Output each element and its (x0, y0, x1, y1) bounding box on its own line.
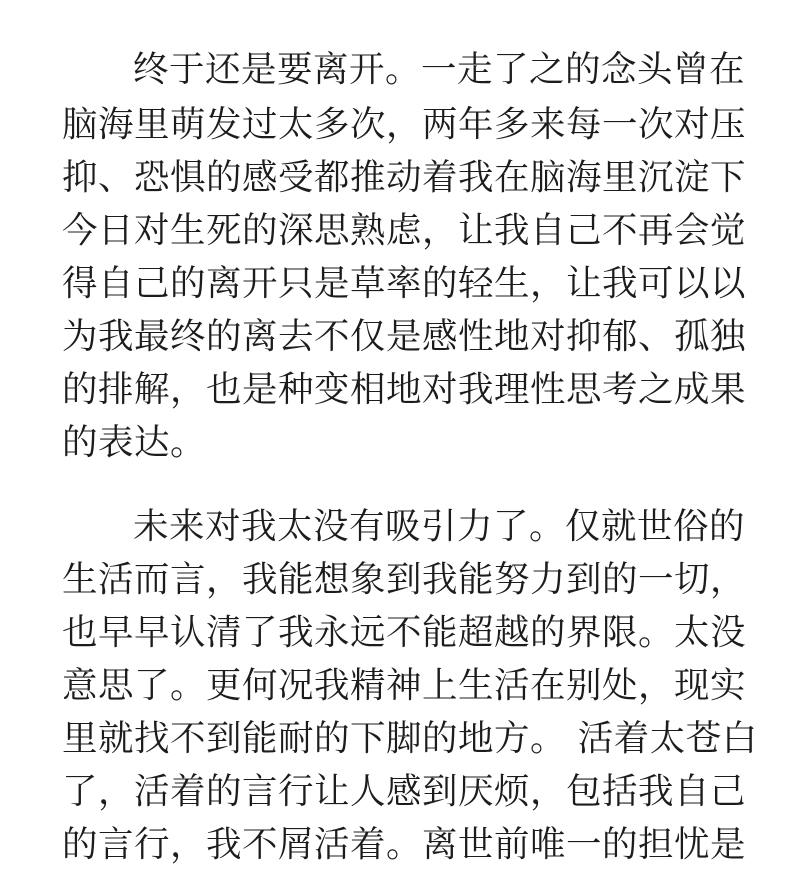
paragraph-line: 终于还是要离开。一走了之的念头曾在 (133, 49, 746, 90)
paragraph-line: 抑、恐惧的感受都推动着我在脑海里沉淀下 (62, 157, 747, 198)
paragraph-line: 今日对生死的深思熟虑，让我自己不再会觉 (62, 210, 747, 251)
paragraph-line: 里就找不到能耐的下脚的地方。 活着太苍白 (62, 718, 758, 759)
paragraph-line: 了，活着的言行让人感到厌烦，包括我自己 (62, 771, 747, 812)
paragraph-line: 的排解，也是种变相地对我理性思考之成果 (62, 369, 747, 410)
paragraph-line: 的表达。 (62, 422, 207, 463)
paragraph-line: 脑海里萌发过太多次，两年多来每一次对压 (62, 104, 747, 145)
paragraph-line: 得自己的离开只是草率的轻生，让我可以以 (62, 263, 747, 304)
paragraph-line: 意思了。更何况我精神上生活在别处，现实 (62, 665, 747, 706)
paragraph-line: 未来对我太没有吸引力了。仅就世俗的 (133, 506, 746, 547)
paragraph-line: 为我最终的离去不仅是感性地对抑郁、孤独 (62, 316, 747, 357)
paragraph-line: 也早早认清了我永远不能超越的界限。太没 (62, 612, 747, 653)
paragraph-line: 生活而言，我能想象到我能努力到的一切， (62, 559, 747, 600)
paragraph-line: 的言行，我不屑活着。离世前唯一的担忧是 (62, 824, 747, 865)
